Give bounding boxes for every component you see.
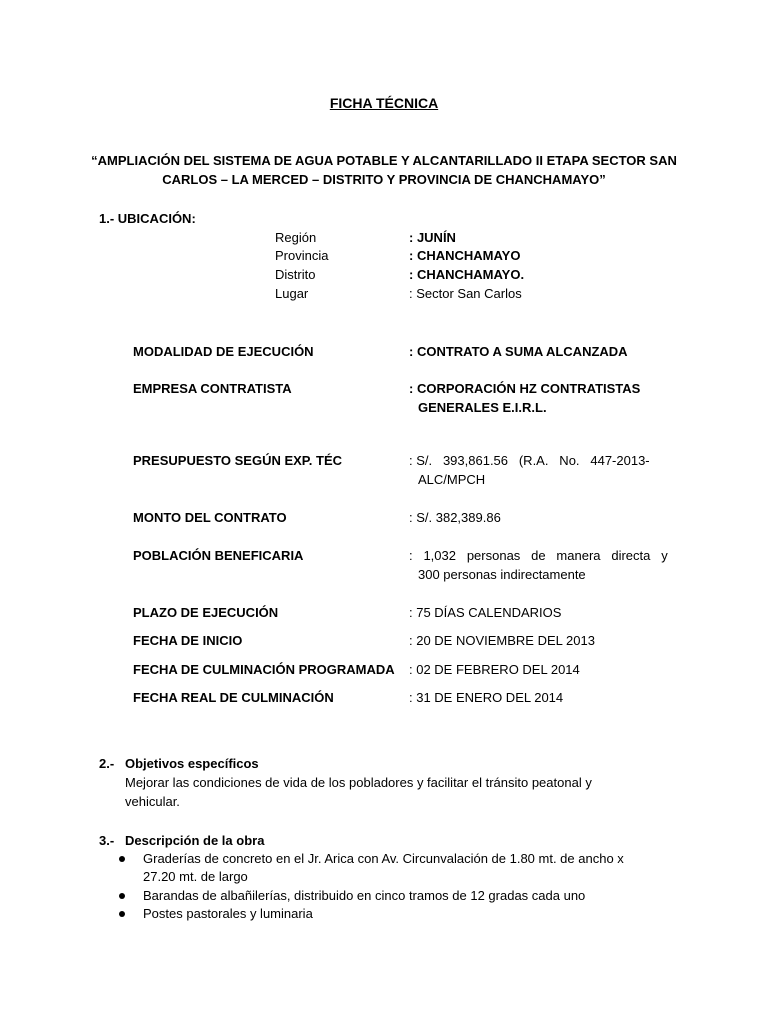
- modalidad-value: : CONTRATO A SUMA ALCANZADA: [409, 344, 628, 359]
- bullet-icon: [119, 856, 125, 862]
- section-2-text-line2: vehicular.: [125, 794, 180, 809]
- document-title: FICHA TÉCNICA: [329, 95, 439, 111]
- section-2-heading: Objetivos específicos: [125, 756, 259, 771]
- empresa-value-line2: GENERALES E.I.R.L.: [418, 400, 547, 415]
- section-2-text-line1: Mejorar las condiciones de vida de los pobladores y facilitar el tránsito peatonal y: [125, 775, 592, 790]
- bullet-icon: [119, 893, 125, 899]
- section-2-number: 2.-: [99, 756, 115, 771]
- poblacion-value-line1: : 1,032 personas de manera directa y: [409, 548, 668, 563]
- location-value-region: : JUNÍN: [409, 230, 456, 245]
- plazo-value: : 75 DÍAS CALENDARIOS: [409, 605, 562, 620]
- location-value-provincia: : CHANCHAMAYO: [409, 248, 521, 263]
- location-value-distrito: : CHANCHAMAYO.: [409, 267, 525, 282]
- poblacion-value-line2: 300 personas indirectamente: [418, 567, 586, 582]
- project-name-line2: CARLOS – LA MERCED – DISTRITO Y PROVINCIA DE CHANCHAMAYO”: [162, 172, 606, 187]
- fecha-inicio-label: FECHA DE INICIO: [133, 633, 243, 648]
- plazo-label: PLAZO DE EJECUCIÓN: [133, 605, 279, 620]
- monto-label: MONTO DEL CONTRATO: [133, 510, 287, 525]
- empresa-value-line1: : CORPORACIÓN HZ CONTRATISTAS: [409, 381, 641, 396]
- project-name-line1: “AMPLIACIÓN DEL SISTEMA DE AGUA POTABLE Y ALCANTARILLADO II ETAPA SECTOR SAN: [91, 153, 677, 168]
- modalidad-label: MODALIDAD DE EJECUCIÓN: [133, 344, 314, 359]
- section-3-heading: Descripción de la obra: [125, 833, 265, 848]
- monto-value: : S/. 382,389.86: [409, 510, 501, 525]
- fecha-culminacion-programada-value: : 02 DE FEBRERO DEL 2014: [409, 662, 580, 677]
- location-label-provincia: Provincia: [275, 248, 329, 263]
- bullet-3-text: Postes pastorales y luminaria: [143, 906, 313, 921]
- fecha-culminacion-programada-label: FECHA DE CULMINACIÓN PROGRAMADA: [133, 662, 395, 677]
- presupuesto-value-line1: : S/. 393,861.56 (R.A. No. 447-2013-: [409, 453, 650, 468]
- bullet-icon: [119, 911, 125, 917]
- section-3-number: 3.-: [99, 833, 115, 848]
- fecha-inicio-value: : 20 DE NOVIEMBRE DEL 2013: [409, 633, 595, 648]
- poblacion-label: POBLACIÓN BENEFICARIA: [133, 548, 304, 563]
- presupuesto-value-line2: ALC/MPCH: [418, 472, 486, 487]
- fecha-real-culminacion-label: FECHA REAL DE CULMINACIÓN: [133, 690, 334, 705]
- bullet-1-text-line2: 27.20 mt. de largo: [143, 869, 248, 884]
- presupuesto-label: PRESUPUESTO SEGÚN EXP. TÉC: [133, 453, 343, 468]
- location-label-region: Región: [275, 230, 317, 245]
- section-1-heading: 1.- UBICACIÓN:: [99, 211, 196, 226]
- bullet-1-text-line1: Graderías de concreto en el Jr. Arica con Av. Circunvalación de 1.80 mt. de ancho x: [143, 851, 624, 866]
- bullet-2-text: Barandas de albañilerías, distribuido en cinco tramos de 12 gradas cada uno: [143, 888, 586, 903]
- location-label-distrito: Distrito: [275, 267, 316, 282]
- location-value-lugar: : Sector San Carlos: [409, 286, 522, 301]
- empresa-label: EMPRESA CONTRATISTA: [133, 381, 292, 396]
- fecha-real-culminacion-value: : 31 DE ENERO DEL 2014: [409, 690, 564, 705]
- location-label-lugar: Lugar: [275, 286, 309, 301]
